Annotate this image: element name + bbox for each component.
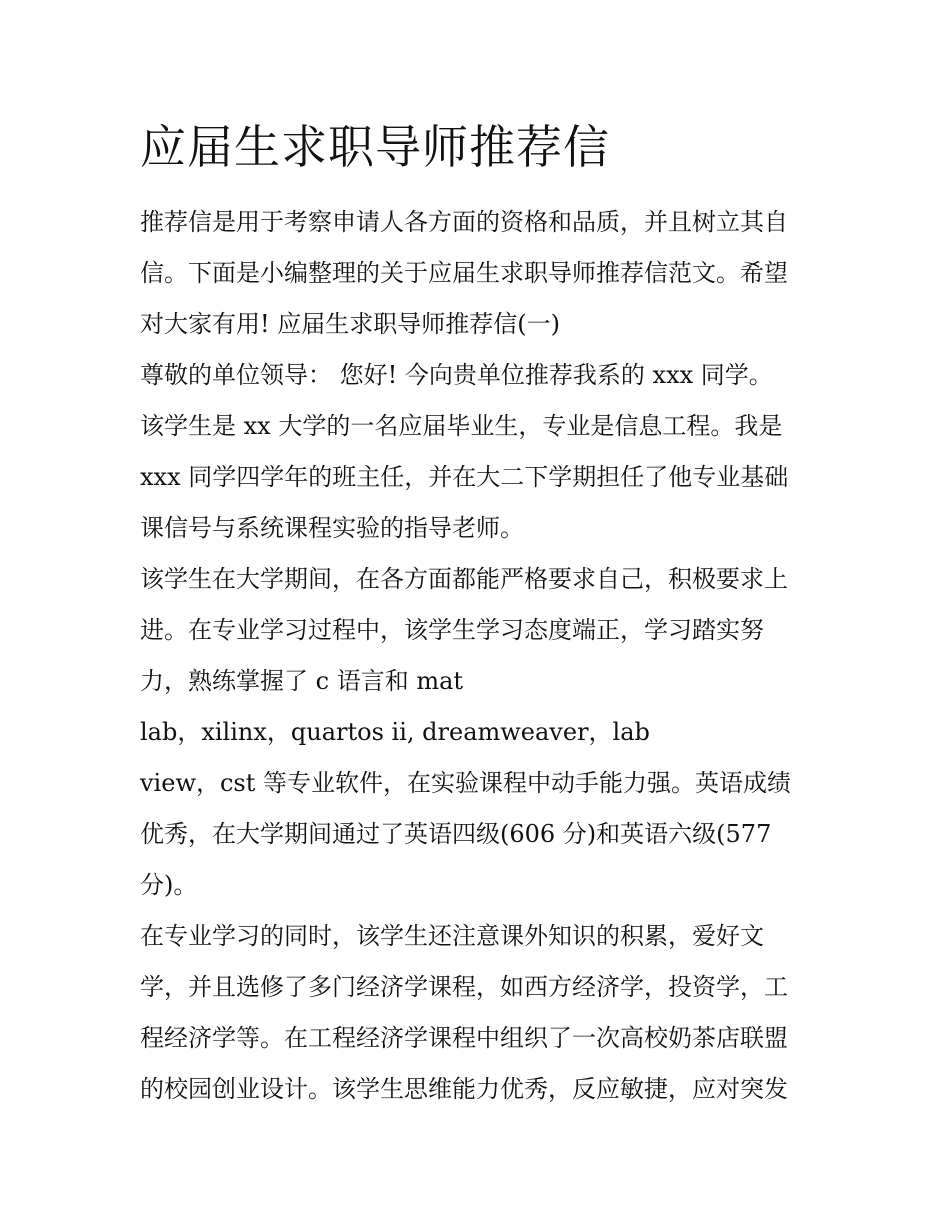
body-line: xxx 同学四学年的班主任，并在大二下学期担任了他专业基础 — [140, 463, 789, 491]
document-title: 应届生求职导师推荐信 — [140, 120, 610, 174]
body-line: 课信号与系统课程实验的指导老师。 — [140, 514, 524, 542]
body-line: lab，xilinx，quartos ii, dreamweaver，lab — [140, 718, 650, 746]
body-line: 该学生是 xx 大学的一名应届毕业生，专业是信息工程。我是 — [140, 412, 783, 440]
body-line: 的校园创业设计。该学生思维能力优秀，反应敏捷，应对突发 — [140, 1075, 788, 1103]
body-line: 力，熟练掌握了 c 语言和 mat — [140, 667, 464, 695]
body-line: 优秀，在大学期间通过了英语四级(606 分)和英语六级(577 — [140, 820, 772, 848]
body-line: 进。在专业学习过程中，该学生学习态度端正，学习踏实努 — [140, 616, 764, 644]
body-line: 对大家有用! 应届生求职导师推荐信(一) — [140, 310, 560, 338]
body-line: 学，并且选修了多门经济学课程，如西方经济学，投资学，工 — [140, 973, 788, 1001]
body-line: 在专业学习的同时，该学生还注意课外知识的积累，爱好文 — [140, 922, 764, 950]
body-line: 程经济学等。在工程经济学课程中组织了一次高校奶茶店联盟 — [140, 1024, 788, 1052]
body-line: 分)。 — [140, 871, 198, 899]
body-line: 推荐信是用于考察申请人各方面的资格和品质，并且树立其自 — [140, 208, 788, 236]
body-line: 该学生在大学期间，在各方面都能严格要求自己，积极要求上 — [140, 565, 788, 593]
body-line: view，cst 等专业软件，在实验课程中动手能力强。英语成绩 — [140, 769, 792, 797]
body-line: 信。下面是小编整理的关于应届生求职导师推荐信范文。希望 — [140, 259, 788, 287]
body-line: 尊敬的单位领导： 您好! 今向贵单位推荐我系的 xxx 同学。 — [140, 361, 773, 389]
